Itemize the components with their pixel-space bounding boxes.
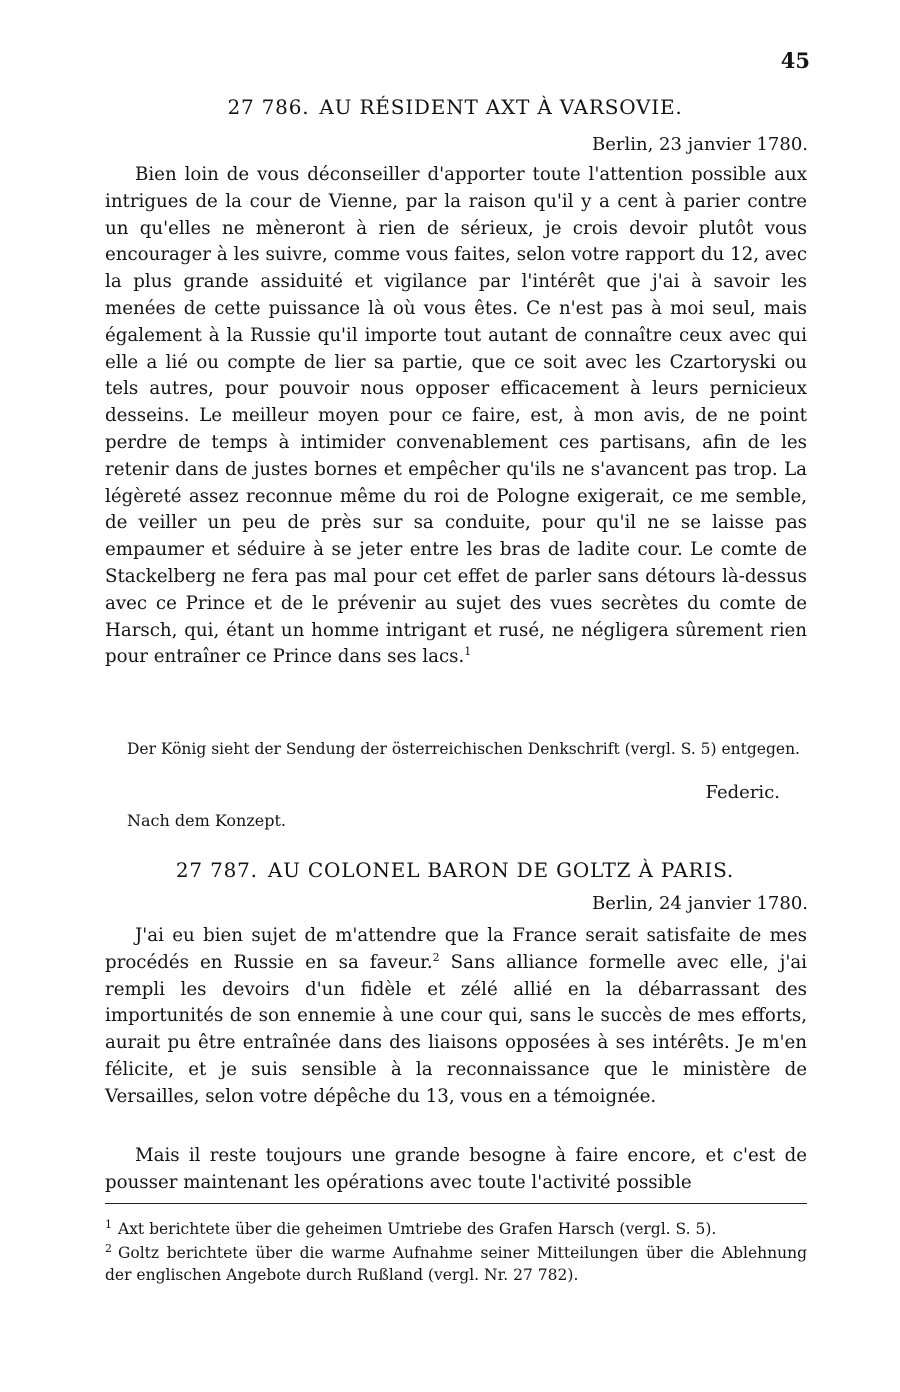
- source-note: Nach dem Konzept.: [127, 811, 286, 830]
- editorial-note: Der König sieht der Sendung der österreichischen Denkschrift (vergl. S. 5) entgegen.: [127, 740, 800, 758]
- letter-body-paragraph: Mais il reste toujours une grande besogne à faire encore, et c'est de pousser maintenant les opérations avec toute l'activité possible: [105, 1145, 807, 1193]
- letter-title: AU COLONEL BARON DE GOLTZ À PARIS.: [267, 858, 735, 882]
- letter-number: 27 787.: [175, 858, 258, 882]
- letter-dateline: Berlin, 23 janvier 1780.: [592, 134, 808, 155]
- letter-heading: [105, 95, 805, 119]
- letter-number: 27 786.: [227, 95, 310, 119]
- footnote: [105, 1238, 807, 1286]
- letter-heading: [105, 858, 805, 882]
- footnote-divider: [105, 1203, 807, 1204]
- letter-dateline: Berlin, 24 janvier 1780.: [592, 893, 808, 914]
- letter-title: AU RÉSIDENT AXT À VARSOVIE.: [319, 95, 683, 119]
- footnote-marker: 2: [105, 1242, 112, 1255]
- letter-body-text: Bien loin de vous déconseiller d'apporter toute l'attention possible aux intrigues de la cour de Vienne, par la raison qu'il y a cent à parier contre un qu'elles ne mèneront à rien de sérieux, je crois devoir plutôt vous encourager à les suivre, comme vous faites, selon votre rapport du 12, avec la plus grande assiduité et vigilance par l'intérêt que j'ai à savoir les menées de cette puissance là où vous êtes. Ce n'est pas à moi seul, mais également à la Russie qu'il importe tout autant de connaître ceux avec qui elle a lié ou compte de lier sa partie, que ce soit avec les Czartoryski ou tels autres, pour pouvoir nous opposer efficacement à leurs pernicieux desseins. Le meilleur moyen pour ce faire, est, à mon avis, de ne point perdre de temps à intimider convenablement ces partisans, afin de les retenir dans de justes bornes et empêcher qu'ils ne s'avancent pas trop. La légèreté assez reconnue même du roi de Pologne exigerait, ce me semble, de veiller un peu de près sur sa conduite, pour qu'il ne se laisse pas empaumer et séduire à se jeter entre les bras de ladite cour. Le comte de Stackelberg ne fera pas mal pour cet effet de parler sans détours là-dessus avec ce Prince et de le prévenir au sujet des vues secrètes du comte de Harsch, qui, étant un homme intrigant et rusé, ne négligera sûrement rien pour entraîner ce Prince dans ses lacs.: [105, 164, 807, 668]
- letter-body: [105, 162, 807, 671]
- footnote-marker: 1: [105, 1218, 112, 1231]
- letter-body: [105, 923, 807, 1111]
- footnote-marker: 2: [432, 950, 440, 964]
- footnote-marker: 1: [464, 645, 472, 659]
- page-number: 45: [780, 48, 810, 73]
- letter-body-text: J'ai eu bien sujet de m'attendre que la France serait satisfaite de mes procédés en Russie en sa faveur.: [105, 925, 807, 973]
- footnote: [105, 1214, 807, 1240]
- footnote-text: Goltz berichtete über die warme Aufnahme seiner Mitteilungen über die Ablehnung der englischen Angebote durch Rußland (vergl. Nr. 27 782).: [105, 1244, 807, 1284]
- footnote-text: Axt berichtete über die geheimen Umtriebe des Grafen Harsch (vergl. S. 5).: [118, 1220, 717, 1238]
- signature: Federic.: [705, 782, 780, 803]
- letter-body-text: Sans alliance formelle avec elle, j'ai rempli les devoirs d'un fidèle et zélé allié en la débarrassant des importunités de son ennemie à une cour qui, sans le succès de mes efforts, aurait pu être entraînée dans des liaisons opposées à ses intérêts. Je m'en félicite, et je suis sensible à la reconnaissance que le ministère de Versailles, selon votre dépêche du 13, vous en a témoignée.: [105, 951, 807, 1107]
